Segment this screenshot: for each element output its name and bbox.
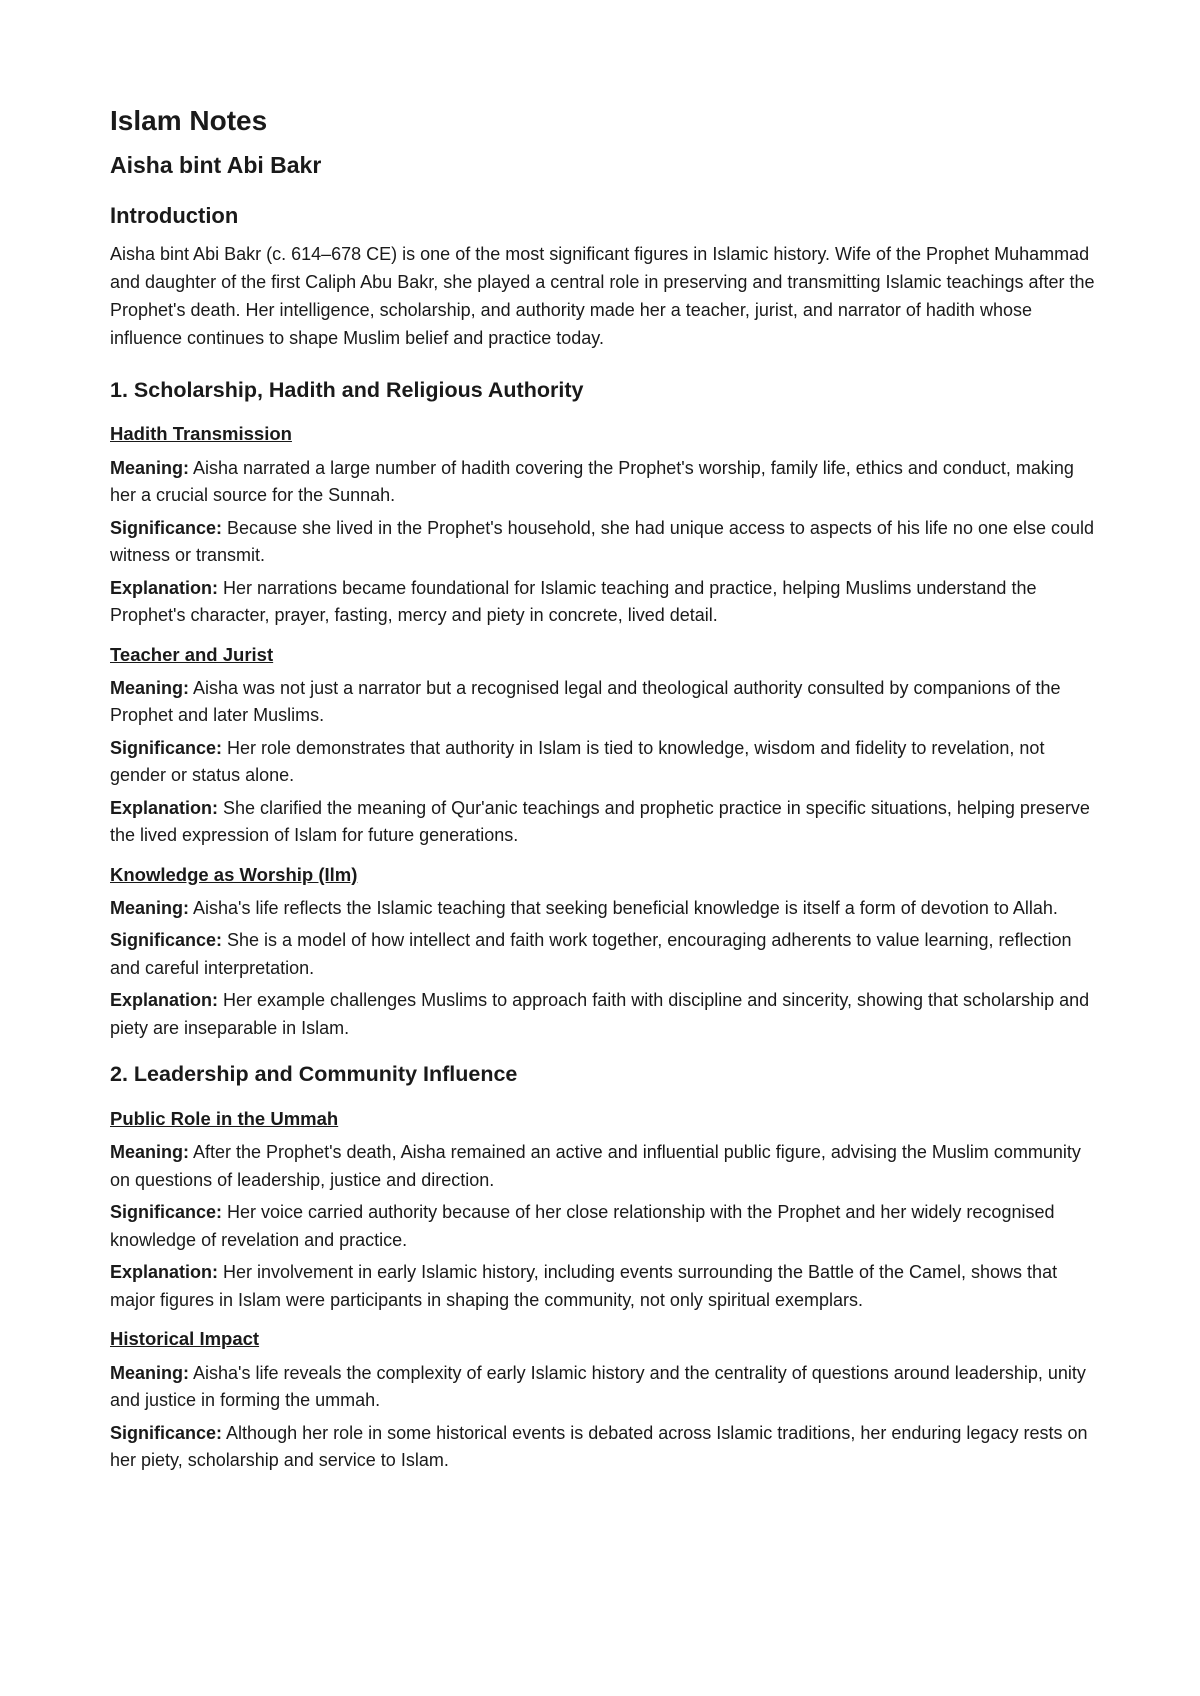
explanation-paragraph <box>110 575 1100 630</box>
meaning-paragraph <box>110 455 1100 510</box>
meaning-paragraph <box>110 1139 1100 1194</box>
significance-label: Significance: <box>110 1422 223 1443</box>
meaning-paragraph <box>110 895 1100 923</box>
meaning-text: Aisha's life reveals the complexity of early Islamic history and the centrality of questions around leadership, unity and justice in forming the ummah. <box>110 1362 1086 1411</box>
explanation-text: Her example challenges Muslims to approach faith with discipline and sincerity, showing that scholarship and piety are inseparable in Islam. <box>110 990 1090 1038</box>
subsection-heading: Public Role in the Ummah <box>110 1108 339 1130</box>
meaning-label: Meaning: <box>110 677 189 698</box>
explanation-label: Explanation: <box>110 990 219 1011</box>
subsection-heading: Teacher and Jurist <box>110 643 274 665</box>
meaning-text: After the Prophet's death, Aisha remained an active and influential public figure, advising the Muslim community on questions of leadership, justice and direction. <box>110 1142 1081 1190</box>
section-heading: 1. Scholarship, Hadith and Religious Authority <box>110 377 584 402</box>
explanation-paragraph <box>110 987 1100 1042</box>
significance-text: Her voice carried authority because of her close relationship with the Prophet and her widely recognised knowledge of revelation and practice. <box>110 1202 1055 1250</box>
significance-paragraph <box>110 735 1100 790</box>
meaning-label: Meaning: <box>110 457 189 478</box>
document-subtitle: Aisha bint Abi Bakr <box>110 151 322 178</box>
document-title: Islam Notes <box>110 105 268 136</box>
meaning-text: Aisha's life reflects the Islamic teaching that seeking beneficial knowledge is itself a form of devotion to Allah. <box>189 897 1058 918</box>
explanation-label: Explanation: <box>110 797 219 818</box>
significance-paragraph <box>110 1199 1100 1254</box>
significance-label: Significance: <box>110 930 223 951</box>
section-heading: 2. Leadership and Community Influence <box>110 1062 518 1087</box>
meaning-paragraph <box>110 675 1100 730</box>
introduction-heading: Introduction <box>110 203 239 229</box>
subsection-heading: Historical Impact <box>110 1328 260 1350</box>
significance-text: She is a model of how intellect and faith work together, encouraging adherents to value learning, reflection and careful interpretation. <box>110 930 1072 978</box>
subsection-heading: Hadith Transmission <box>110 423 292 445</box>
significance-text: Her role demonstrates that authority in Islam is tied to knowledge, wisdom and fidelity to revelation, not gender or status alone. <box>110 737 1045 786</box>
subsection-public-role <box>110 1108 1100 1314</box>
meaning-paragraph <box>110 1360 1100 1415</box>
significance-label: Significance: <box>110 517 223 538</box>
explanation-text: She clarified the meaning of Qur'anic teachings and prophetic practice in specific situations, helping preserve the lived expression of Islam for future generations. <box>110 797 1090 846</box>
explanation-text: Her involvement in early Islamic history, including events surrounding the Battle of the Camel, shows that major figures in Islam were participants in shaping the community, not only spiritual exemplars. <box>110 1262 1058 1310</box>
significance-paragraph <box>110 927 1100 982</box>
significance-text: Because she lived in the Prophet's household, she had unique access to aspects of his life no one else could witness or transmit. <box>110 517 1095 566</box>
significance-paragraph <box>110 515 1100 570</box>
significance-paragraph <box>110 1420 1100 1475</box>
subsection-knowledge-as-worship <box>110 864 1100 1043</box>
significance-label: Significance: <box>110 1202 223 1223</box>
meaning-label: Meaning: <box>110 1142 189 1163</box>
meaning-text: Aisha was not just a narrator but a recognised legal and theological authority consulted by companions of the Prophet and later Muslims. <box>110 677 1061 726</box>
subsection-historical-impact <box>110 1328 1100 1474</box>
explanation-text: Her narrations became foundational for Islamic teaching and practice, helping Muslims understand the Prophet's character, prayer, fasting, mercy and piety in concrete, lived detail. <box>110 577 1037 626</box>
meaning-label: Meaning: <box>110 1362 189 1383</box>
significance-text: Although her role in some historical events is debated across Islamic traditions, her enduring legacy rests on her piety, scholarship and service to Islam. <box>110 1422 1088 1471</box>
explanation-paragraph <box>110 795 1100 850</box>
subsection-teacher-and-jurist <box>110 644 1100 850</box>
explanation-paragraph <box>110 1259 1100 1314</box>
subsection-hadith-transmission <box>110 423 1100 629</box>
significance-label: Significance: <box>110 737 223 758</box>
explanation-label: Explanation: <box>110 577 219 598</box>
document-page <box>110 104 1100 1480</box>
introduction-text: Aisha bint Abi Bakr (c. 614–678 CE) is one of the most significant figures in Islamic history. Wife of the Prophet Muhammad and daughter of the first Caliph Abu Bakr, she played a central role in preserving and transmitting Islamic teachings after the Prophet's death. Her intelligence, scholarship, and authority made her a teacher, jurist, and narrator of hadith whose influence continues to shape Muslim belief and practice today. <box>110 243 1095 348</box>
meaning-label: Meaning: <box>110 897 189 918</box>
meaning-text: Aisha narrated a large number of hadith covering the Prophet's worship, family life, ethics and conduct, making her a crucial source for the Sunnah. <box>110 457 1074 506</box>
explanation-label: Explanation: <box>110 1262 219 1283</box>
subsection-heading: Knowledge as Worship (Ilm) <box>110 863 358 885</box>
